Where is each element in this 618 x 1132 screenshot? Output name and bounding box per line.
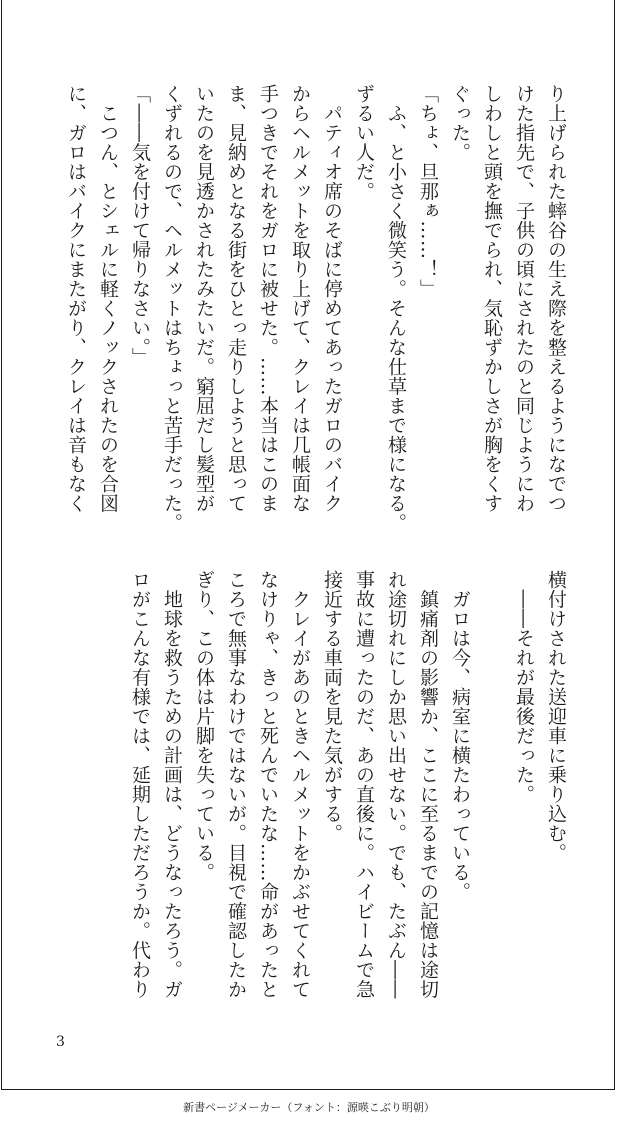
- text-line: 手つきでそれをガロに被せた。……本当はこのま: [257, 84, 279, 513]
- text-line: けた指先で、子供の頃にされたのと同じようにわ: [513, 84, 535, 513]
- text-line: ずるい人だ。: [353, 84, 375, 201]
- text-line: なけりゃ、きっと死んでいたな……命があったと: [257, 570, 279, 999]
- page-number: 3: [56, 1034, 65, 1050]
- book-page: [1, 0, 615, 1090]
- text-line: 地球を救うための計画は、どうなったろう。ガ: [161, 570, 183, 999]
- text-line: いたのを見透かされたみたいだ。窮屈だし髪型が: [193, 84, 215, 513]
- text-line: 事故に遭ったのだ、あの直後に。ハイビームで急: [353, 570, 375, 999]
- text-block-bottom: [124, 570, 572, 1010]
- text-line: からヘルメットを取り上げて、クレイは几帳面な: [289, 84, 311, 513]
- text-line: こつん、とシェルに軽くノックされたのを合図: [97, 84, 119, 513]
- text-line: ころで無事なわけではないが。目視で確認したか: [225, 570, 247, 999]
- footer-caption: 新書ページメーカー（フォント：源暎こぶり明朝）: [183, 1101, 435, 1114]
- text-line: ま、見納めとなる街をひとっ走りしようと思って: [225, 84, 247, 513]
- blank-line: [476, 570, 508, 1010]
- text-line: ふ、と小さく微笑う。そんな仕草まで様になる。: [385, 84, 407, 533]
- text-line: くずれるので、ヘルメットはちょっと苦手だった。: [161, 84, 183, 533]
- text-block-top: [60, 84, 572, 533]
- text-line: 接近する車両を見た気がする。: [321, 570, 343, 843]
- text-line: パティオ席のそばに停めてあったガロのバイク: [321, 84, 343, 513]
- text-line: 「――気を付けて帰りなさい。」: [129, 84, 151, 367]
- text-line: クレイがあのときヘルメットをかぶせてくれて: [289, 570, 311, 999]
- text-line: ぐった。: [449, 84, 471, 162]
- text-line: 「ちょ、旦那ぁ……！」: [417, 84, 439, 299]
- text-line: 横付けされた送迎車に乗り込む。: [545, 570, 567, 863]
- text-line: に、ガロはバイクにまたがり、クレイは音もなく: [65, 84, 87, 513]
- text-line: れ途切れにしか思い出せない。でも、たぶん――: [385, 570, 407, 999]
- text-line: ――それが最後だった。: [513, 570, 535, 804]
- text-line: ぎり、この体は片脚を失っている。: [193, 570, 215, 882]
- text-line: り上げられた蟀谷の生え際を整えるようになでつ: [545, 84, 567, 513]
- text-line: 鎮痛剤の影響か、ここに至るまでの記憶は途切: [417, 570, 439, 999]
- text-line: しわしと頭を撫でられ、気恥ずかしさが胸をくす: [481, 84, 503, 513]
- text-line: ガロは今、病室に横たわっている。: [449, 570, 471, 902]
- text-line: ロがこんな有様では、延期しただろうか。代わり: [129, 570, 151, 999]
